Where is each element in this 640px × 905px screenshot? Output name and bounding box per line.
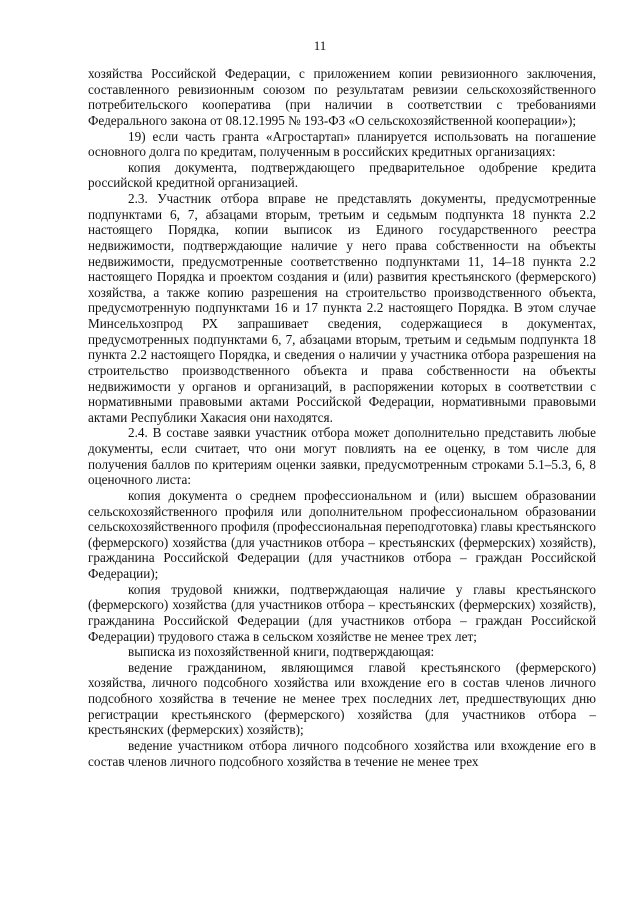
page-number: 11 [313, 38, 327, 53]
paragraph: выписка из похозяйственной книги, подтверждающая: [128, 644, 435, 660]
paragraph: копия трудовой книжки, подтверждающая наличие у главы крестьянского (фермерского) хозяйства (для участников отбора – крестьянских (фермерских) хозяйств), гражданина Российской Федерации (для участников отбора – граждан Российской Федерации) трудового стажа в сельском хозяйстве не менее трех лет; [88, 581, 596, 644]
paragraph: хозяйства Российской Федерации, с приложением копии ревизионного заключения, составленного ревизионным союзом по результатам ревизии сельскохозяйственного потребительского кооператива (при наличии в соответствии с требованиями Федерального закона от 08.12.1995 № 193-ФЗ «О сельскохозяйственной кооперации»); [88, 66, 596, 128]
document-body [88, 66, 596, 769]
paragraph: 2.3. Участник отбора вправе не представлять документы, предусмотренные подпунктами 6, 7, абзацами вторым, третьим и седьмым подпункта 18 пункта 2.2 настоящего Порядка, копии выписок из Единого государственного реестра недвижимости, подтверждающие наличие у него права собственности на объекты недвижимости, предусмотренные соответственно подпунктами 11, 14–18 пункта 2.2 настоящего Порядка и проектом создания и (или) развития крестьянского (фермерского) хозяйства, а также копию разрешения на строительство производственного объекта, предусмотренную подпунктами 16 и 17 пункта 2.2 настоящего Порядка. В этом случае Минсельхозпрод РХ запрашивает сведения, содержащиеся в документах, предусмотренных подпунктами 6, 7, абзацами вторым, третьим и седьмым подпункта 18 пункта 2.2 настоящего Порядка, и сведения о наличии у участника отбора разрешения на строительство производственного объекта и права собственности на объекты недвижимости у органов и организаций, в распоряжении которых в соответствии с нормативными правовыми актами Российской Федерации, нормативными правовыми актами Республики Хакасия они находятся. [88, 191, 596, 425]
paragraph: 19) если часть гранта «Агростартап» планируется использовать на погашение основного долга по кредитам, полученным в российских кредитных организациях: [88, 128, 596, 160]
paragraph: копия документа, подтверждающего предварительное одобрение кредита российской кредитной организацией. [88, 159, 596, 191]
paragraph: копия документа о среднем профессиональном и (или) высшем образовании сельскохозяйственного профиля или дополнительном профессиональном образовании сельскохозяйственного профиля (профессиональная переподготовка) главы крестьянского (фермерского) хозяйства (для участников отбора – крестьянских (фермерских) хозяйств), гражданина Российской Федерации (для участников отбора – граждан Российской Федерации); [88, 487, 596, 581]
paragraph: ведение участником отбора личного подсобного хозяйства или вхождение его в состав членов личного подсобного хозяйства в течение не менее трех [88, 737, 596, 769]
paragraph: 2.4. В составе заявки участник отбора может дополнительно представить любые документы, если считает, что они могут повлиять на ее оценку, в том числе для получения баллов по критериям оценки заявки, предусмотренным строками 5.1–5.3, 6, 8 оценочного листа: [88, 425, 596, 488]
paragraph: ведение гражданином, являющимся главой крестьянского (фермерского) хозяйства, личного подсобного хозяйства или вхождение его в состав членов личного подсобного хозяйства в течение не менее трех последних лет, предшествующих дню регистрации крестьянского (фермерского) хозяйства (для участников отбора – крестьянских (фермерских) хозяйств); [88, 659, 596, 738]
